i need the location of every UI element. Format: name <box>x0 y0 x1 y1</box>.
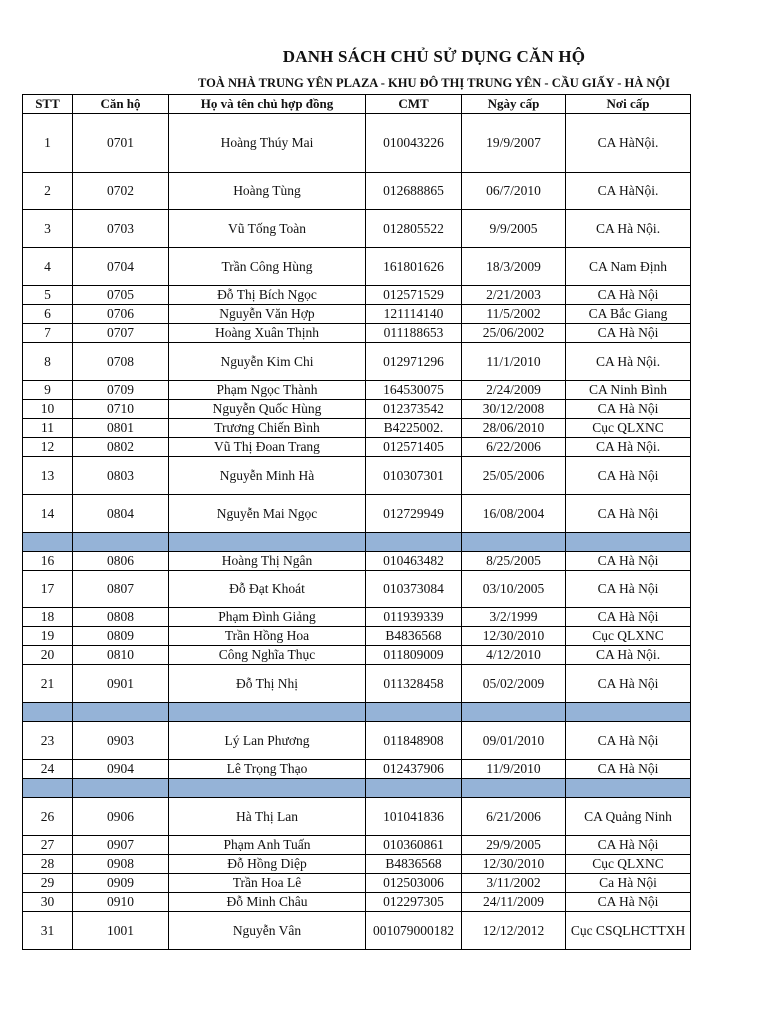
cell-ho-ten: Lê Trọng Thạo <box>169 760 366 779</box>
cell-stt: 29 <box>23 874 73 893</box>
cell-cmt: B4225002. <box>366 419 462 438</box>
cell-noi-cap: CA Bắc Giang <box>566 305 691 324</box>
document-title: DANH SÁCH CHỦ SỬ DỤNG CĂN HỘ <box>282 47 586 66</box>
cell-can-ho: 0802 <box>73 438 169 457</box>
cell-stt: 14 <box>23 495 73 533</box>
cell-stt: 2 <box>23 173 73 210</box>
cell-cmt: 012373542 <box>366 400 462 419</box>
cell-cmt: 012688865 <box>366 173 462 210</box>
cell-noi-cap: CA Hà Nội. <box>566 438 691 457</box>
table-row <box>23 722 691 760</box>
cell-cmt: 164530075 <box>366 381 462 400</box>
cell-noi-cap: CA Quảng Ninh <box>566 798 691 836</box>
cell-can-ho <box>73 703 169 722</box>
highlighted-empty-row <box>23 533 691 552</box>
cell-cmt <box>366 703 462 722</box>
cell-ho-ten <box>169 533 366 552</box>
cell-ho-ten: Trần Hoa Lê <box>169 874 366 893</box>
header-cmt: CMT <box>366 95 462 114</box>
cell-can-ho: 0807 <box>73 571 169 608</box>
header-noi-cap: Nơi cấp <box>566 95 691 114</box>
cell-cmt: 010373084 <box>366 571 462 608</box>
cell-can-ho: 0707 <box>73 324 169 343</box>
cell-ho-ten <box>169 779 366 798</box>
cell-ho-ten: Trần Công Hùng <box>169 248 366 286</box>
header-can-ho: Căn hộ <box>73 95 169 114</box>
cell-ho-ten: Nguyễn Quốc Hùng <box>169 400 366 419</box>
cell-can-ho: 0906 <box>73 798 169 836</box>
cell-ho-ten: Trần Hồng Hoa <box>169 627 366 646</box>
cell-cmt: 010043226 <box>366 114 462 173</box>
cell-cmt: 010463482 <box>366 552 462 571</box>
cell-ho-ten: Vũ Tống Toàn <box>169 210 366 248</box>
cell-noi-cap: CA Ninh Bình <box>566 381 691 400</box>
cell-ngay-cap <box>462 703 566 722</box>
cell-ho-ten: Phạm Đình Giảng <box>169 608 366 627</box>
cell-can-ho: 0704 <box>73 248 169 286</box>
cell-noi-cap: CA Hà Nội <box>566 836 691 855</box>
highlighted-empty-row <box>23 703 691 722</box>
cell-ho-ten: Đỗ Hồng Diệp <box>169 855 366 874</box>
cell-cmt: 011939339 <box>366 608 462 627</box>
cell-cmt: 011328458 <box>366 665 462 703</box>
cell-ngay-cap: 18/3/2009 <box>462 248 566 286</box>
cell-cmt <box>366 533 462 552</box>
cell-ho-ten: Đỗ Minh Châu <box>169 893 366 912</box>
cell-stt: 11 <box>23 419 73 438</box>
table-row <box>23 286 691 305</box>
cell-ngay-cap <box>462 779 566 798</box>
cell-stt: 12 <box>23 438 73 457</box>
cell-stt: 21 <box>23 665 73 703</box>
cell-noi-cap: CA HàNội. <box>566 173 691 210</box>
cell-ho-ten: Hoàng Thúy Mai <box>169 114 366 173</box>
cell-ho-ten: Đỗ Thị Bích Ngọc <box>169 286 366 305</box>
cell-noi-cap: CA Hà Nội <box>566 495 691 533</box>
cell-stt: 4 <box>23 248 73 286</box>
cell-noi-cap: CA Hà Nội <box>566 552 691 571</box>
cell-cmt: 011809009 <box>366 646 462 665</box>
cell-ho-ten: Lý Lan Phương <box>169 722 366 760</box>
table-row <box>23 324 691 343</box>
highlighted-empty-row <box>23 779 691 798</box>
cell-can-ho: 0910 <box>73 893 169 912</box>
cell-ngay-cap: 16/08/2004 <box>462 495 566 533</box>
cell-cmt: 012571405 <box>366 438 462 457</box>
cell-stt: 7 <box>23 324 73 343</box>
cell-stt: 24 <box>23 760 73 779</box>
cell-cmt: 012571529 <box>366 286 462 305</box>
cell-noi-cap: CA Hà Nội. <box>566 646 691 665</box>
header-row <box>23 95 691 114</box>
cell-ho-ten: Hoàng Xuân Thịnh <box>169 324 366 343</box>
cell-can-ho: 0804 <box>73 495 169 533</box>
cell-noi-cap <box>566 779 691 798</box>
table-row <box>23 438 691 457</box>
cell-cmt: 161801626 <box>366 248 462 286</box>
cell-noi-cap: CA Hà Nội <box>566 400 691 419</box>
cell-noi-cap: CA HàNội. <box>566 114 691 173</box>
cell-can-ho: 0801 <box>73 419 169 438</box>
cell-stt: 30 <box>23 893 73 912</box>
table-row <box>23 114 691 173</box>
cell-can-ho <box>73 779 169 798</box>
cell-ngay-cap: 6/21/2006 <box>462 798 566 836</box>
cell-ngay-cap: 12/30/2010 <box>462 627 566 646</box>
cell-noi-cap: CA Hà Nội. <box>566 210 691 248</box>
cell-ngay-cap: 11/9/2010 <box>462 760 566 779</box>
cell-noi-cap: Ca Hà Nội <box>566 874 691 893</box>
cell-stt <box>23 533 73 552</box>
cell-can-ho: 0710 <box>73 400 169 419</box>
cell-ho-ten: Hoàng Thị Ngân <box>169 552 366 571</box>
cell-ngay-cap: 9/9/2005 <box>462 210 566 248</box>
cell-can-ho: 0702 <box>73 173 169 210</box>
table-row <box>23 608 691 627</box>
table-row <box>23 646 691 665</box>
cell-ho-ten: Vũ Thị Đoan Trang <box>169 438 366 457</box>
document-subtitle: TOÀ NHÀ TRUNG YÊN PLAZA - KHU ĐÔ THỊ TRUNG YÊN - CẦU GIẤY - HÀ NỘI <box>197 76 671 90</box>
cell-cmt: B4836568 <box>366 855 462 874</box>
table-row <box>23 343 691 381</box>
cell-can-ho <box>73 533 169 552</box>
cell-noi-cap <box>566 703 691 722</box>
cell-cmt: B4836568 <box>366 627 462 646</box>
cell-ngay-cap: 29/9/2005 <box>462 836 566 855</box>
table-row <box>23 552 691 571</box>
cell-ngay-cap: 2/24/2009 <box>462 381 566 400</box>
cell-can-ho: 0705 <box>73 286 169 305</box>
cell-ho-ten: Nguyễn Minh Hà <box>169 457 366 495</box>
cell-can-ho: 0809 <box>73 627 169 646</box>
table-row <box>23 571 691 608</box>
cell-noi-cap: Cục QLXNC <box>566 627 691 646</box>
cell-can-ho: 1001 <box>73 912 169 950</box>
cell-stt: 9 <box>23 381 73 400</box>
table-row <box>23 627 691 646</box>
cell-stt: 31 <box>23 912 73 950</box>
table-row <box>23 893 691 912</box>
cell-ngay-cap: 6/22/2006 <box>462 438 566 457</box>
cell-cmt: 010360861 <box>366 836 462 855</box>
cell-noi-cap: CA Nam Định <box>566 248 691 286</box>
cell-ngay-cap: 09/01/2010 <box>462 722 566 760</box>
cell-stt: 16 <box>23 552 73 571</box>
cell-cmt: 011848908 <box>366 722 462 760</box>
cell-ngay-cap: 03/10/2005 <box>462 571 566 608</box>
cell-stt <box>23 779 73 798</box>
cell-noi-cap: CA Hà Nội <box>566 608 691 627</box>
cell-stt: 28 <box>23 855 73 874</box>
cell-ngay-cap: 3/2/1999 <box>462 608 566 627</box>
cell-can-ho: 0909 <box>73 874 169 893</box>
cell-stt <box>23 703 73 722</box>
cell-ho-ten: Nguyễn Văn Hợp <box>169 305 366 324</box>
cell-cmt: 001079000182 <box>366 912 462 950</box>
cell-ho-ten: Phạm Ngọc Thành <box>169 381 366 400</box>
cell-stt: 17 <box>23 571 73 608</box>
table-row <box>23 210 691 248</box>
cell-stt: 23 <box>23 722 73 760</box>
cell-ngay-cap: 30/12/2008 <box>462 400 566 419</box>
cell-can-ho: 0901 <box>73 665 169 703</box>
table-row <box>23 248 691 286</box>
cell-noi-cap: CA Hà Nội <box>566 760 691 779</box>
cell-cmt: 012503006 <box>366 874 462 893</box>
cell-ho-ten: Công Nghĩa Thục <box>169 646 366 665</box>
cell-cmt: 012971296 <box>366 343 462 381</box>
cell-ho-ten <box>169 703 366 722</box>
cell-stt: 6 <box>23 305 73 324</box>
cell-ngay-cap: 25/05/2006 <box>462 457 566 495</box>
cell-ho-ten: Nguyễn Vân <box>169 912 366 950</box>
table-row <box>23 760 691 779</box>
cell-can-ho: 0904 <box>73 760 169 779</box>
cell-cmt: 012437906 <box>366 760 462 779</box>
cell-stt: 13 <box>23 457 73 495</box>
cell-cmt: 101041836 <box>366 798 462 836</box>
cell-ho-ten: Hà Thị Lan <box>169 798 366 836</box>
cell-can-ho: 0903 <box>73 722 169 760</box>
cell-ngay-cap: 8/25/2005 <box>462 552 566 571</box>
table-row <box>23 912 691 950</box>
cell-can-ho: 0706 <box>73 305 169 324</box>
table-row <box>23 457 691 495</box>
cell-cmt: 010307301 <box>366 457 462 495</box>
cell-ngay-cap: 3/11/2002 <box>462 874 566 893</box>
cell-ngay-cap: 24/11/2009 <box>462 893 566 912</box>
cell-stt: 18 <box>23 608 73 627</box>
cell-ho-ten: Nguyễn Kim Chi <box>169 343 366 381</box>
cell-ho-ten: Nguyễn Mai Ngọc <box>169 495 366 533</box>
cell-noi-cap: CA Hà Nội <box>566 571 691 608</box>
cell-can-ho: 0701 <box>73 114 169 173</box>
table-row <box>23 855 691 874</box>
cell-noi-cap: Cục QLXNC <box>566 419 691 438</box>
owners-table <box>22 94 691 950</box>
cell-noi-cap: CA Hà Nội <box>566 286 691 305</box>
cell-ho-ten: Phạm Anh Tuấn <box>169 836 366 855</box>
header-ngay-cap: Ngày cấp <box>462 95 566 114</box>
cell-can-ho: 0708 <box>73 343 169 381</box>
cell-can-ho: 0810 <box>73 646 169 665</box>
cell-ho-ten: Đỗ Thị Nhị <box>169 665 366 703</box>
cell-stt: 8 <box>23 343 73 381</box>
table-row <box>23 381 691 400</box>
cell-can-ho: 0806 <box>73 552 169 571</box>
table-row <box>23 173 691 210</box>
cell-stt: 20 <box>23 646 73 665</box>
cell-ngay-cap: 19/9/2007 <box>462 114 566 173</box>
cell-ngay-cap: 2/21/2003 <box>462 286 566 305</box>
table-row <box>23 798 691 836</box>
cell-noi-cap <box>566 533 691 552</box>
cell-noi-cap: CA Hà Nội <box>566 722 691 760</box>
cell-stt: 5 <box>23 286 73 305</box>
cell-can-ho: 0808 <box>73 608 169 627</box>
cell-can-ho: 0907 <box>73 836 169 855</box>
cell-ho-ten: Hoàng Tùng <box>169 173 366 210</box>
cell-ngay-cap <box>462 533 566 552</box>
table-row <box>23 874 691 893</box>
cell-can-ho: 0803 <box>73 457 169 495</box>
header-ho-ten: Họ và tên chủ hợp đồng <box>169 95 366 114</box>
cell-ngay-cap: 28/06/2010 <box>462 419 566 438</box>
cell-stt: 26 <box>23 798 73 836</box>
cell-ho-ten: Trương Chiến Bình <box>169 419 366 438</box>
cell-ngay-cap: 4/12/2010 <box>462 646 566 665</box>
cell-ngay-cap: 06/7/2010 <box>462 173 566 210</box>
cell-noi-cap: Cục QLXNC <box>566 855 691 874</box>
table-row <box>23 400 691 419</box>
cell-stt: 19 <box>23 627 73 646</box>
cell-noi-cap: CA Hà Nội <box>566 665 691 703</box>
table-row <box>23 836 691 855</box>
cell-cmt: 012805522 <box>366 210 462 248</box>
cell-ngay-cap: 25/06/2002 <box>462 324 566 343</box>
cell-ho-ten: Đỗ Đạt Khoát <box>169 571 366 608</box>
cell-noi-cap: CA Hà Nội <box>566 324 691 343</box>
table-row <box>23 419 691 438</box>
table-row <box>23 665 691 703</box>
cell-ngay-cap: 12/12/2012 <box>462 912 566 950</box>
header-stt: STT <box>23 95 73 114</box>
cell-cmt: 012297305 <box>366 893 462 912</box>
cell-ngay-cap: 05/02/2009 <box>462 665 566 703</box>
cell-can-ho: 0709 <box>73 381 169 400</box>
cell-stt: 10 <box>23 400 73 419</box>
table-row <box>23 305 691 324</box>
cell-noi-cap: CA Hà Nội <box>566 893 691 912</box>
cell-ngay-cap: 11/1/2010 <box>462 343 566 381</box>
cell-stt: 1 <box>23 114 73 173</box>
cell-stt: 3 <box>23 210 73 248</box>
cell-cmt: 121114140 <box>366 305 462 324</box>
cell-noi-cap: Cục CSQLHCTTXH <box>566 912 691 950</box>
cell-stt: 27 <box>23 836 73 855</box>
cell-cmt: 012729949 <box>366 495 462 533</box>
table-row <box>23 495 691 533</box>
cell-can-ho: 0908 <box>73 855 169 874</box>
cell-noi-cap: CA Hà Nội. <box>566 343 691 381</box>
cell-ngay-cap: 11/5/2002 <box>462 305 566 324</box>
cell-ngay-cap: 12/30/2010 <box>462 855 566 874</box>
cell-can-ho: 0703 <box>73 210 169 248</box>
cell-noi-cap: CA Hà Nội <box>566 457 691 495</box>
cell-cmt <box>366 779 462 798</box>
cell-cmt: 011188653 <box>366 324 462 343</box>
